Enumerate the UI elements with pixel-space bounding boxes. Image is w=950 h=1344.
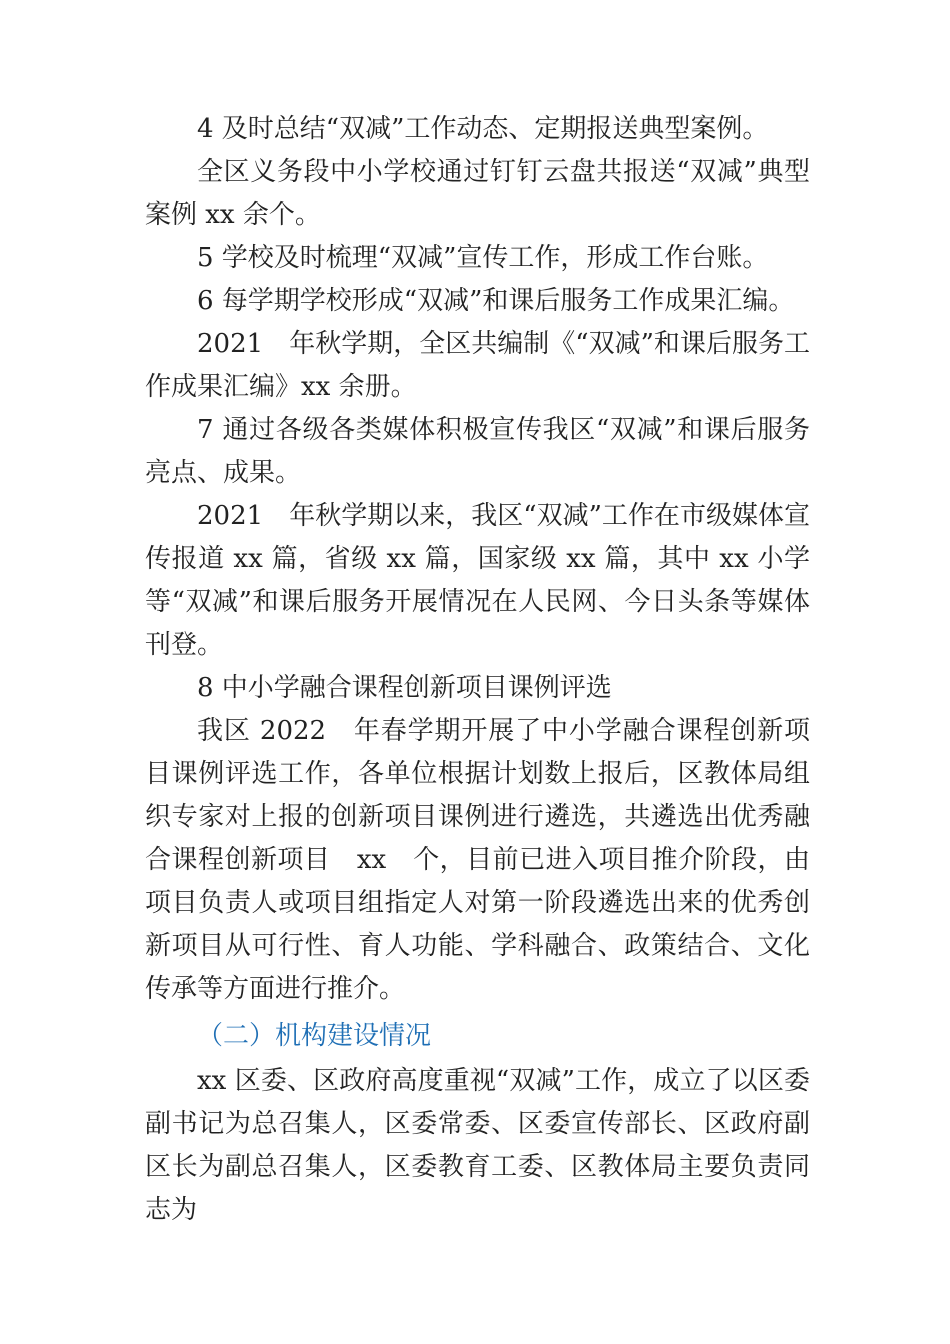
paragraph-media-reports: 2021 年秋学期以来，我区“双减”工作在市级媒体宣传报道 xx 篇，省级 xx 篇，国家级 xx 篇，其中 xx 小学等“双减”和课后服务开展情况在人民网、今日头条等媒体刊登。	[145, 501, 810, 660]
section-heading: （二）机构建设情况	[197, 1021, 432, 1051]
paragraph-item-4: 4 及时总结“双减”工作动态、定期报送典型案例。	[197, 114, 769, 144]
paragraph-case-count: 全区义务段中小学校通过钉钉云盘共报送“双减”典型案例 xx 余个。	[145, 157, 810, 230]
paragraph-course-selection: 我区 2022 年春学期开展了中小学融合课程创新项目课例评选工作，各单位根据计划数上报后，区教体局组织专家对上报的创新项目课例进行遴选，共遴选出优秀融合课程创新项目 xx 个，目前已进入项目推介阶段，由项目负责人或项目组指定人对第一阶段遴选出来的优秀创新项目从可行性、育人功能、学科融合、政策结合、文化传承等方面进行推介。	[145, 716, 810, 1004]
paragraph-item-7: 7 通过各级各类媒体积极宣传我区“双减”和课后服务亮点、成果。	[145, 415, 810, 488]
paragraph-compilation: 2021 年秋学期，全区共编制《“双减”和课后服务工作成果汇编》xx 余册。	[145, 329, 810, 402]
document-body	[145, 108, 810, 1232]
paragraph-institution: xx 区委、区政府高度重视“双减”工作，成立了以区委副书记为总召集人，区委常委、区委宣传部长、区政府副区长为副总召集人，区委教育工委、区教体局主要负责同志为	[145, 1066, 810, 1225]
paragraph-item-5: 5 学校及时梳理“双减”宣传工作，形成工作台账。	[197, 243, 769, 273]
paragraph-item-8: 8 中小学融合课程创新项目课例评选	[197, 673, 612, 703]
paragraph-item-6: 6 每学期学校形成“双减”和课后服务工作成果汇编。	[197, 286, 795, 316]
